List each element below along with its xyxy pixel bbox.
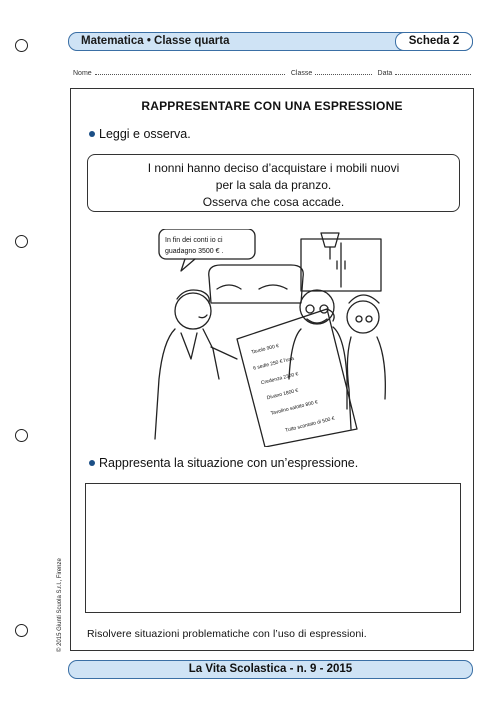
punch-hole bbox=[15, 429, 28, 442]
header-band bbox=[68, 32, 473, 51]
instruction-read bbox=[89, 127, 191, 141]
list-item: Tavolo 900 € bbox=[250, 343, 280, 356]
speech-line: In fin dei conti io ci bbox=[165, 237, 223, 244]
sheet-label: Scheda 2 bbox=[408, 35, 460, 47]
list-item: Tutto scontato di 500 € bbox=[284, 415, 336, 434]
lamp-drawing bbox=[321, 233, 339, 247]
instruction-read-text: Leggi e osserva. bbox=[99, 127, 191, 141]
punch-hole bbox=[15, 39, 28, 52]
grandpa-drawing bbox=[300, 290, 334, 324]
list-item: Tavolino salotto 800 € bbox=[270, 399, 319, 417]
bullet-icon bbox=[89, 460, 95, 466]
subject-title: Matematica • Classe quarta bbox=[81, 35, 230, 47]
story-line: Osserva che cosa accade. bbox=[202, 195, 345, 209]
story-line: I nonni hanno deciso d’acquistare i mobili nuovi bbox=[147, 161, 400, 175]
footer-band bbox=[68, 660, 473, 679]
grandma-drawing bbox=[347, 301, 379, 333]
speech-line: guadagno 3500 € . bbox=[165, 248, 224, 255]
story-box bbox=[87, 154, 460, 212]
date-label: Data bbox=[377, 70, 393, 77]
footer-label: La Vita Scolastica - n. 9 - 2015 bbox=[188, 663, 353, 675]
worksheet-title: RAPPRESENTARE CON UNA ESPRESSIONE bbox=[141, 99, 403, 113]
punch-hole bbox=[15, 624, 28, 637]
story-line: per la sala da pranzo. bbox=[215, 178, 332, 192]
copyright-note: © 2015 Giunti Scuola S.r.l., Firenze bbox=[57, 558, 63, 652]
list-item: Divano 1800 € bbox=[266, 387, 299, 402]
punch-hole bbox=[15, 235, 28, 248]
bullet-icon bbox=[89, 131, 95, 137]
name-label: Nome bbox=[73, 70, 92, 77]
sheet-tab bbox=[395, 32, 473, 51]
list-item: 6 sedie 250 € l'una bbox=[252, 355, 295, 372]
learning-objective: Risolvere situazioni problematiche con l’uso di espressioni. bbox=[87, 628, 367, 640]
answer-box[interactable] bbox=[85, 483, 461, 613]
list-item: Credenza 2300 € bbox=[260, 371, 300, 387]
date-field[interactable] bbox=[395, 68, 471, 75]
illustration-grandparents-furniture bbox=[141, 229, 391, 447]
instruction-represent-text: Rappresenta la situazione con un’espressione. bbox=[99, 456, 359, 470]
sofa-drawing bbox=[209, 265, 304, 303]
worksheet-panel bbox=[70, 88, 474, 651]
instruction-represent bbox=[89, 456, 358, 470]
name-field[interactable] bbox=[95, 68, 285, 75]
class-field[interactable] bbox=[315, 68, 371, 75]
man-drawing bbox=[175, 293, 211, 329]
student-fields bbox=[73, 68, 471, 77]
class-label: Classe bbox=[290, 70, 313, 77]
